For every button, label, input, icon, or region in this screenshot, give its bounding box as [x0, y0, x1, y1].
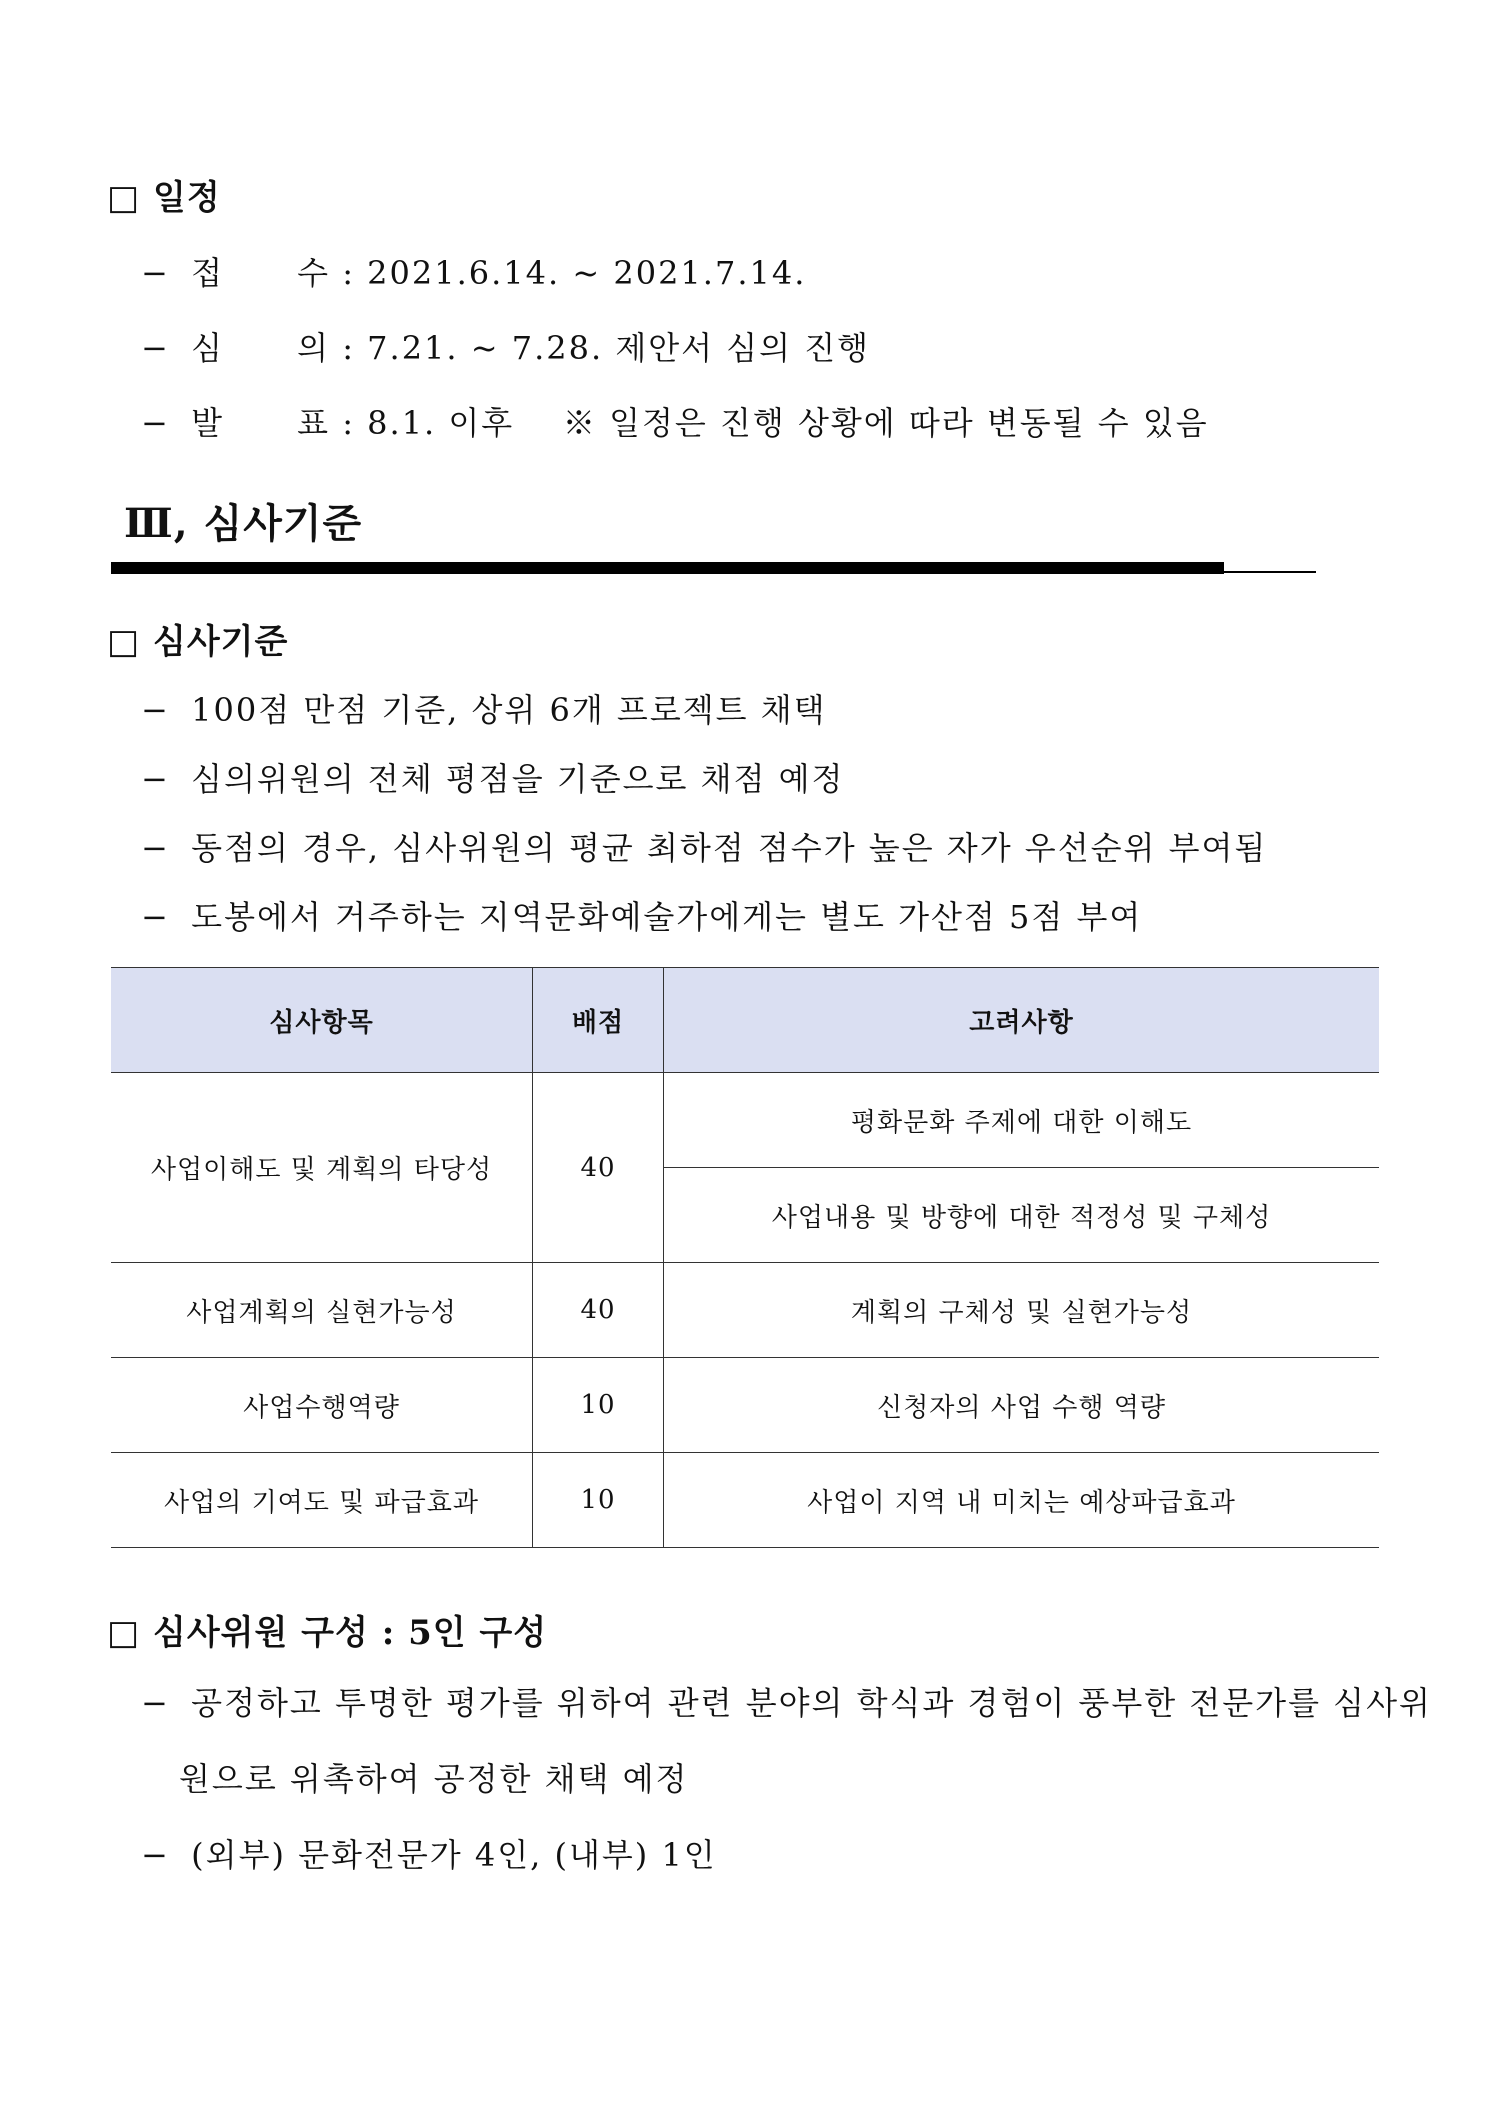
table-cell-notes: 계획의 구체성 및 실현가능성 [664, 1263, 1380, 1358]
schedule-heading: □ 일정 [107, 178, 221, 218]
checkbox-square-icon: □ [107, 1613, 141, 1653]
committee-item-continued: 원으로 위촉하여 공정한 채택 예정 [179, 1760, 689, 1798]
dash-icon: − [141, 691, 170, 729]
table-header-score: 배점 [533, 968, 664, 1073]
criteria-item: − 동점의 경우, 심사위원의 평균 최하점 점수가 높은 자가 우선순위 부여됨 [141, 829, 1268, 867]
table-row [111, 1358, 1379, 1453]
committee-heading: □ 심사위원 구성 : 5인 구성 [107, 1613, 548, 1653]
dash-icon: − [141, 760, 170, 798]
dash-icon: − [141, 254, 170, 292]
table-cell-item: 사업의 기여도 및 파급효과 [111, 1453, 533, 1548]
table-header-notes: 고려사항 [664, 968, 1380, 1073]
table-row [111, 1263, 1379, 1358]
section-rule-thin [1224, 571, 1316, 573]
table-cell-notes: 신청자의 사업 수행 역량 [664, 1358, 1380, 1453]
table-cell-notes: 사업이 지역 내 미치는 예상파급효과 [664, 1453, 1380, 1548]
schedule-item-receipt: − 접 수 : 2021.6.14. ~ 2021.7.14. [141, 254, 807, 292]
checkbox-square-icon: □ [107, 622, 141, 662]
committee-item: − (외부) 문화전문가 4인, (내부) 1인 [141, 1836, 717, 1874]
table-cell-score: 10 [533, 1358, 664, 1453]
table-cell-notes: 평화문화 주제에 대한 이해도 [664, 1073, 1380, 1168]
dash-icon: − [141, 898, 170, 936]
dash-icon: − [141, 1684, 170, 1722]
table-cell-item: 사업이해도 및 계획의 타당성 [111, 1073, 533, 1263]
table-cell-item: 사업계획의 실현가능성 [111, 1263, 533, 1358]
schedule-item-review: − 심 의 : 7.21. ~ 7.28. 제안서 심의 진행 [141, 329, 871, 367]
dash-icon: − [141, 404, 170, 442]
criteria-table [111, 967, 1379, 1548]
criteria-heading: □ 심사기준 [107, 622, 289, 662]
dash-icon: − [141, 829, 170, 867]
criteria-item: − 도봉에서 거주하는 지역문화예술가에게는 별도 가산점 5점 부여 [141, 898, 1143, 936]
criteria-item: − 100점 만점 기준, 상위 6개 프로젝트 채택 [141, 691, 827, 729]
dash-icon: − [141, 329, 170, 367]
checkbox-square-icon: □ [107, 178, 141, 218]
schedule-item-announce: − 발 표 : 8.1. 이후 ※ 일정은 진행 상황에 따라 변동될 수 있음 [141, 404, 1209, 442]
dash-icon: − [141, 1836, 170, 1874]
section-title: Ⅲ, 심사기준 [124, 500, 363, 547]
table-cell-score: 10 [533, 1453, 664, 1548]
table-row [111, 1453, 1379, 1548]
table-cell-score: 40 [533, 1073, 664, 1263]
table-cell-score: 40 [533, 1263, 664, 1358]
table-header-row [111, 968, 1379, 1073]
table-cell-item: 사업수행역량 [111, 1358, 533, 1453]
committee-item: − 공정하고 투명한 평가를 위하여 관련 분야의 학식과 경험이 풍부한 전문가를 심사위 [141, 1684, 1432, 1722]
table-row [111, 1073, 1379, 1168]
section-rule-thick [111, 562, 1224, 574]
table-cell-notes: 사업내용 및 방향에 대한 적정성 및 구체성 [664, 1168, 1380, 1263]
criteria-item: − 심의위원의 전체 평점을 기준으로 채점 예정 [141, 760, 845, 798]
table-header-item: 심사항목 [111, 968, 533, 1073]
